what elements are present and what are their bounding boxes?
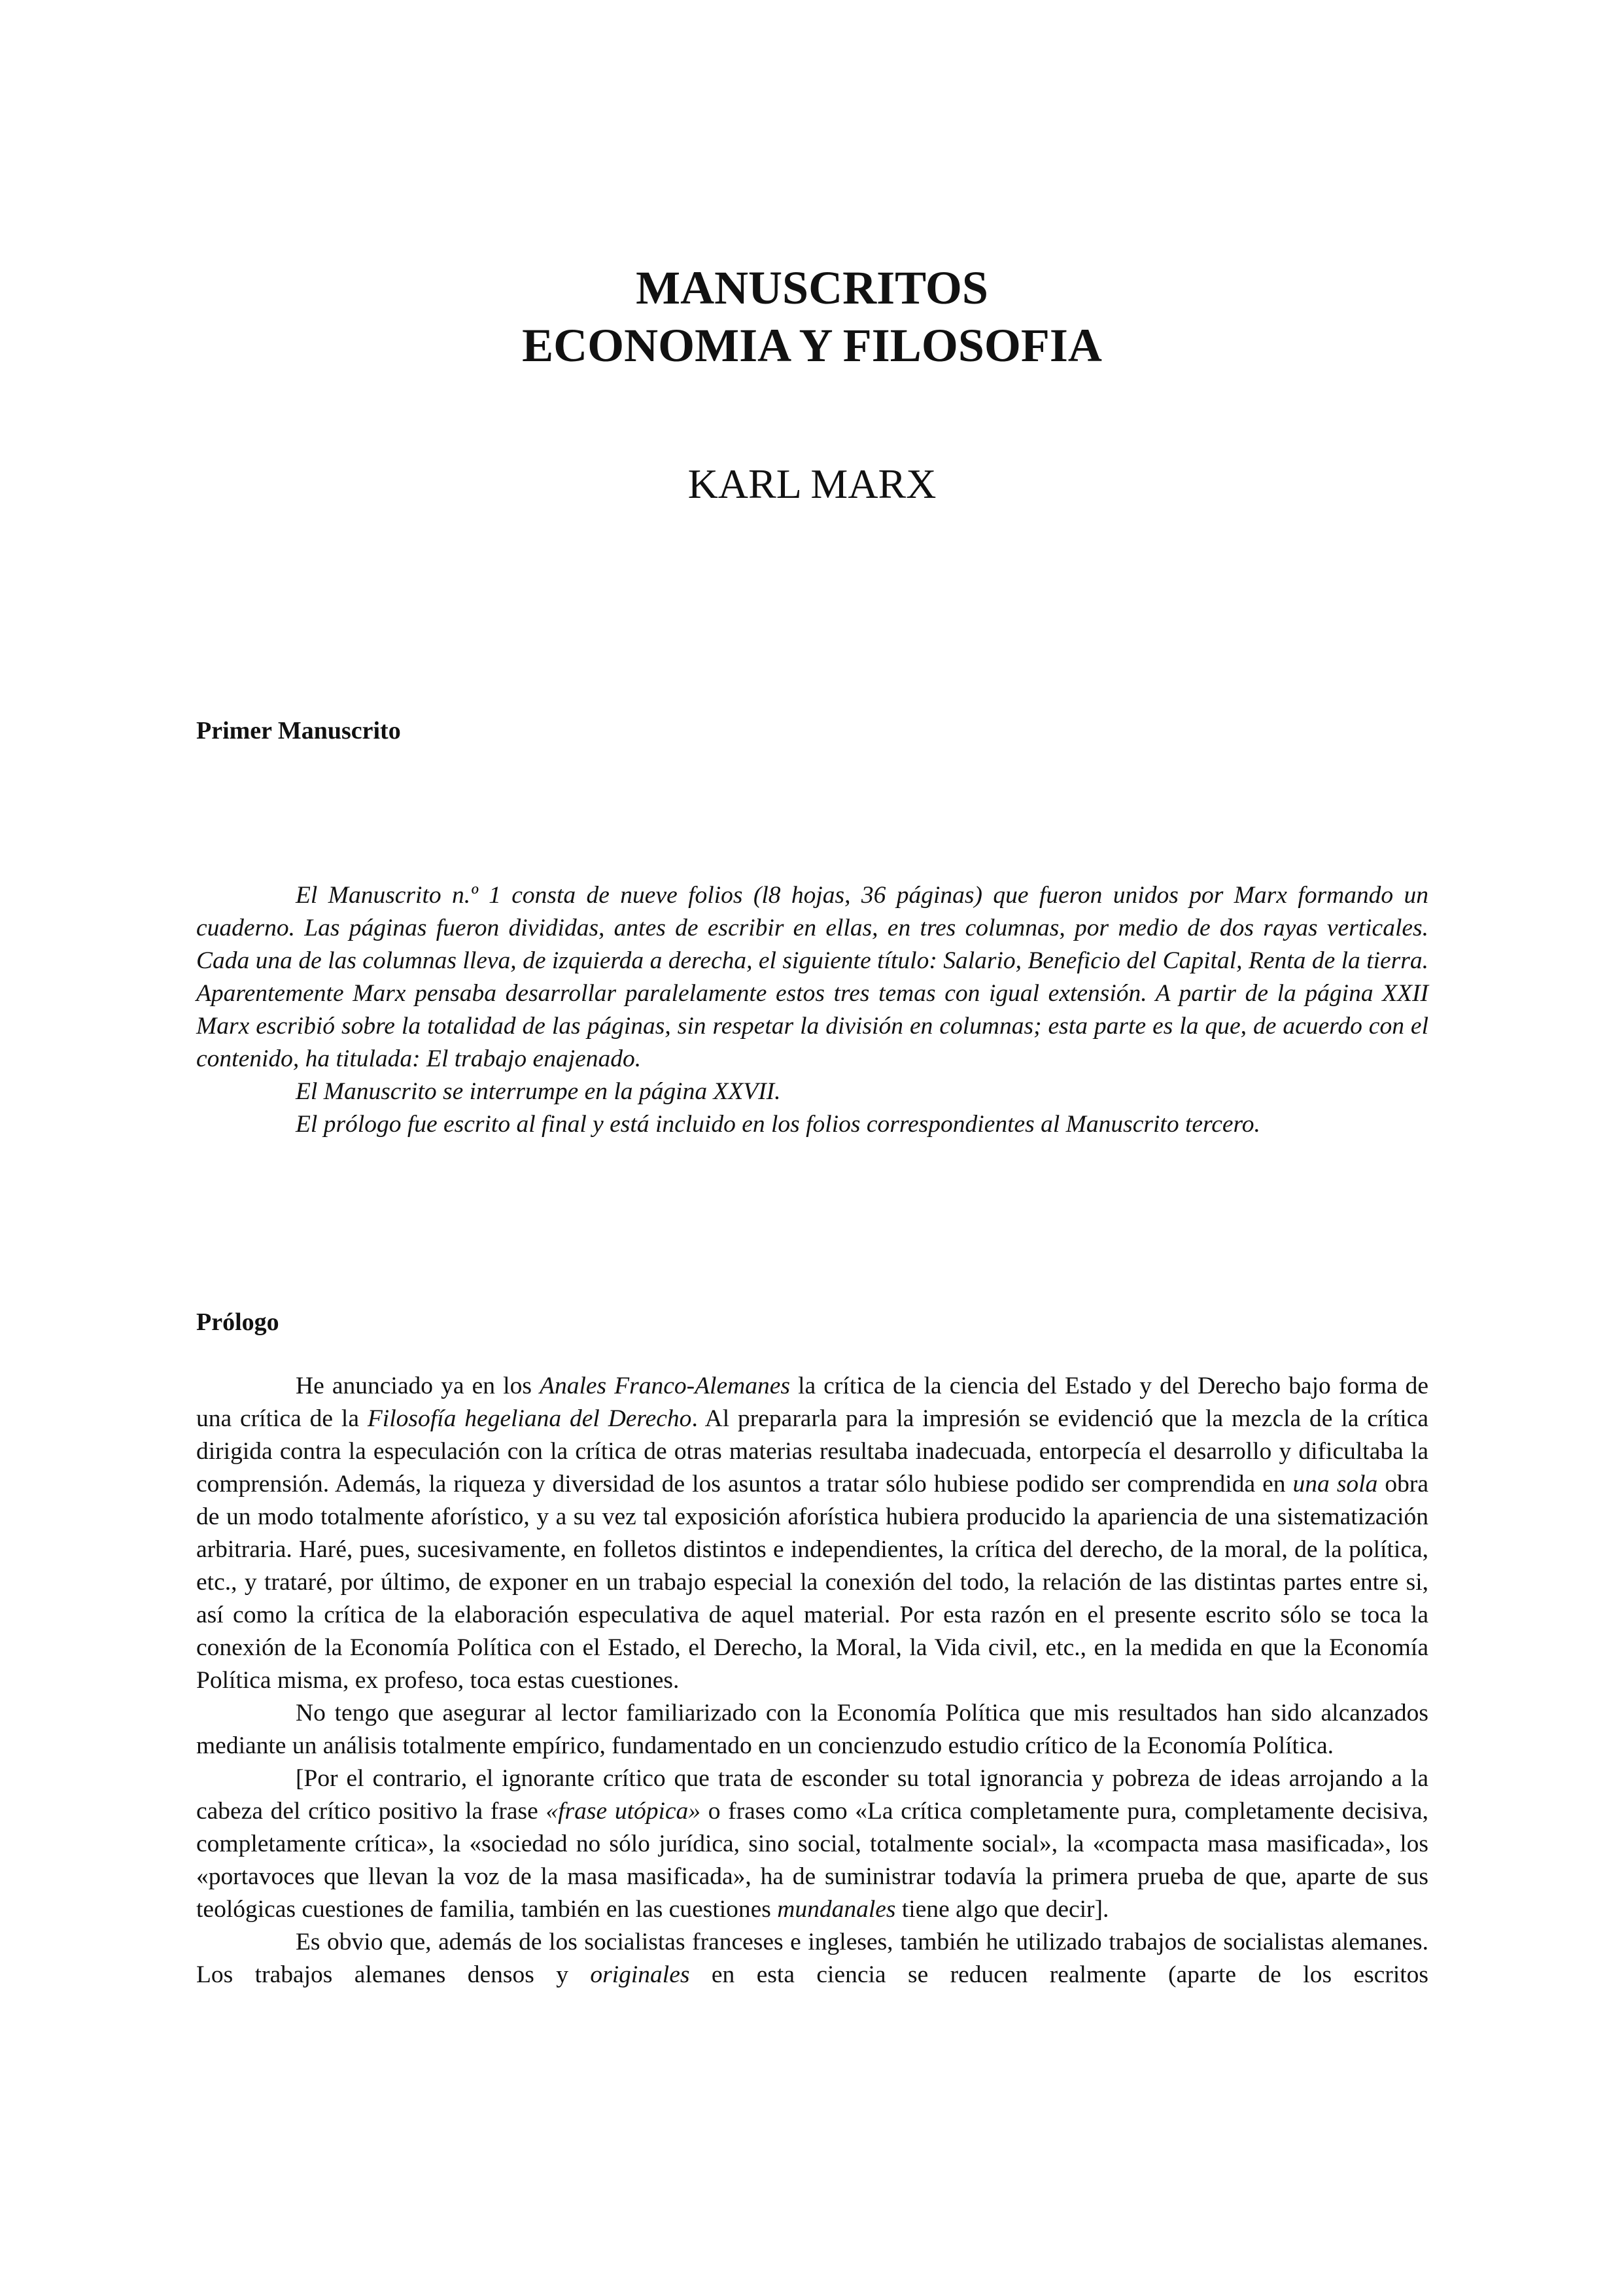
text-run: . Al prepararla para la impresión se evidenció que la mezcla de la crítica dirigida contra la especulación con la crítica de otras materias resultaba inadecuada, entorpecía el desarrollo y dificultaba la comprensión. Además, la riqueza y diversidad de los asuntos a tratar sólo hubiese podido ser comprendida en — [196, 1405, 1428, 1498]
text-run: Es obvio que, además de los socialistas franceses e ingleses, también he utilizado trabajos de socialistas alemanes. Los trabajos alemanes densos y — [196, 1929, 1428, 1988]
prologue-paragraph-1 — [196, 1370, 1428, 1697]
text-run: tiene algo que decir]. — [895, 1896, 1109, 1923]
prologue-paragraph-3 — [196, 1762, 1428, 1926]
editorial-note-paragraph: El Manuscrito se interrumpe en la página XXVII. — [296, 1078, 781, 1105]
text-run-italic: mundanales — [777, 1896, 896, 1923]
text-run: obra de un modo totalmente aforístico, y a su vez tal exposición aforística hubiera producido la apariencia de una sistematización arbitraria. Haré, pues, sucesivamente, en folletos distintos e independientes, la crítica del derecho, de la moral, de la política, etc., y trataré, por último, de exponer en un trabajo especial la conexión del todo, la relación de las distintas partes entre si, así como la crítica de la elaboración especulativa de aquel material. Por esta razón en el presente escrito sólo se toca la conexión de la Economía Política con el Estado, el Derecho, la Moral, la Vida civil, etc., en la medida en que la Economía Política misma, ex profeso, toca estas cuestiones. — [196, 1471, 1428, 1694]
text-run-italic: Filosofía hegeliana del Derecho — [367, 1405, 692, 1432]
text-run-italic: «frase utópica» — [545, 1798, 701, 1825]
text-run: [Por el contrario, el ignorante crítico que trata de esconder su total ignorancia y pobreza de ideas arrojando a la cabeza del crítico positivo la frase — [196, 1765, 1428, 1825]
text-run-italic: una sola — [1292, 1471, 1378, 1498]
section-heading-prologo: Prólogo — [196, 1308, 279, 1336]
author-name: KARL MARX — [687, 461, 937, 507]
text-run: en esta ciencia se reducen realmente (aparte de los escritos — [689, 1961, 1428, 1988]
text-run: la crítica de la ciencia del Estado y del Derecho bajo forma de una crítica de la — [196, 1373, 1428, 1432]
prologue-paragraph-2: No tengo que asegurar al lector familiarizado con la Economía Política que mis resultados han sido alcanzados mediante un análisis totalmente empírico, fundamentado en un concienzudo estudio crítico de la Economía Política. — [196, 1700, 1428, 1759]
section-heading-primer-manuscrito: Primer Manuscrito — [196, 717, 401, 745]
editorial-note-paragraph: El Manuscrito n.º 1 consta de nueve folios (l8 hojas, 36 páginas) que fueron unidos por Marx formando un cuaderno. Las páginas fueron divididas, antes de escribir en ellas, en tres columnas, por medio de dos rayas verticales. Cada una de las columnas lleva, de izquierda a derecha, el siguiente título: Salario, Beneficio del Capital, Renta de la tierra. Aparentemente Marx pensaba desarrollar paralelamente estos tres temas con igual extensión. A partir de la página XXII Marx escribió sobre la totalidad de las páginas, sin respetar la división en columnas; esta parte es la que, de acuerdo con el contenido, ha titulada: El trabajo enajenado. — [196, 882, 1428, 1072]
editorial-note — [196, 879, 1428, 1141]
editorial-note-paragraph: El prólogo fue escrito al final y está incluido en los folios correspondientes al Manuscrito tercero. — [296, 1111, 1260, 1138]
prologue-body — [196, 1370, 1428, 1991]
text-run: o frases como «La crítica completamente pura, completamente decisiva, completamente crítica», la «sociedad no sólo jurídica, sino social, totalmente social», la «compacta masa masificada», los «portavoces que llevan la voz de la masa masificada», ha de suministrar todavía la primera prueba de que, aparte de sus teológicas cuestiones de familia, también en las cuestiones — [196, 1798, 1429, 1923]
book-title-line-2: ECONOMIA Y FILOSOFIA — [522, 319, 1102, 372]
text-run-italic: Anales Franco-Alemanes — [540, 1373, 790, 1399]
text-run-italic: originales — [590, 1961, 690, 1988]
prologue-paragraph-4 — [196, 1926, 1428, 1991]
text-run: He anunciado ya en los — [296, 1373, 540, 1399]
book-title-line-1: MANUSCRITOS — [636, 262, 988, 314]
